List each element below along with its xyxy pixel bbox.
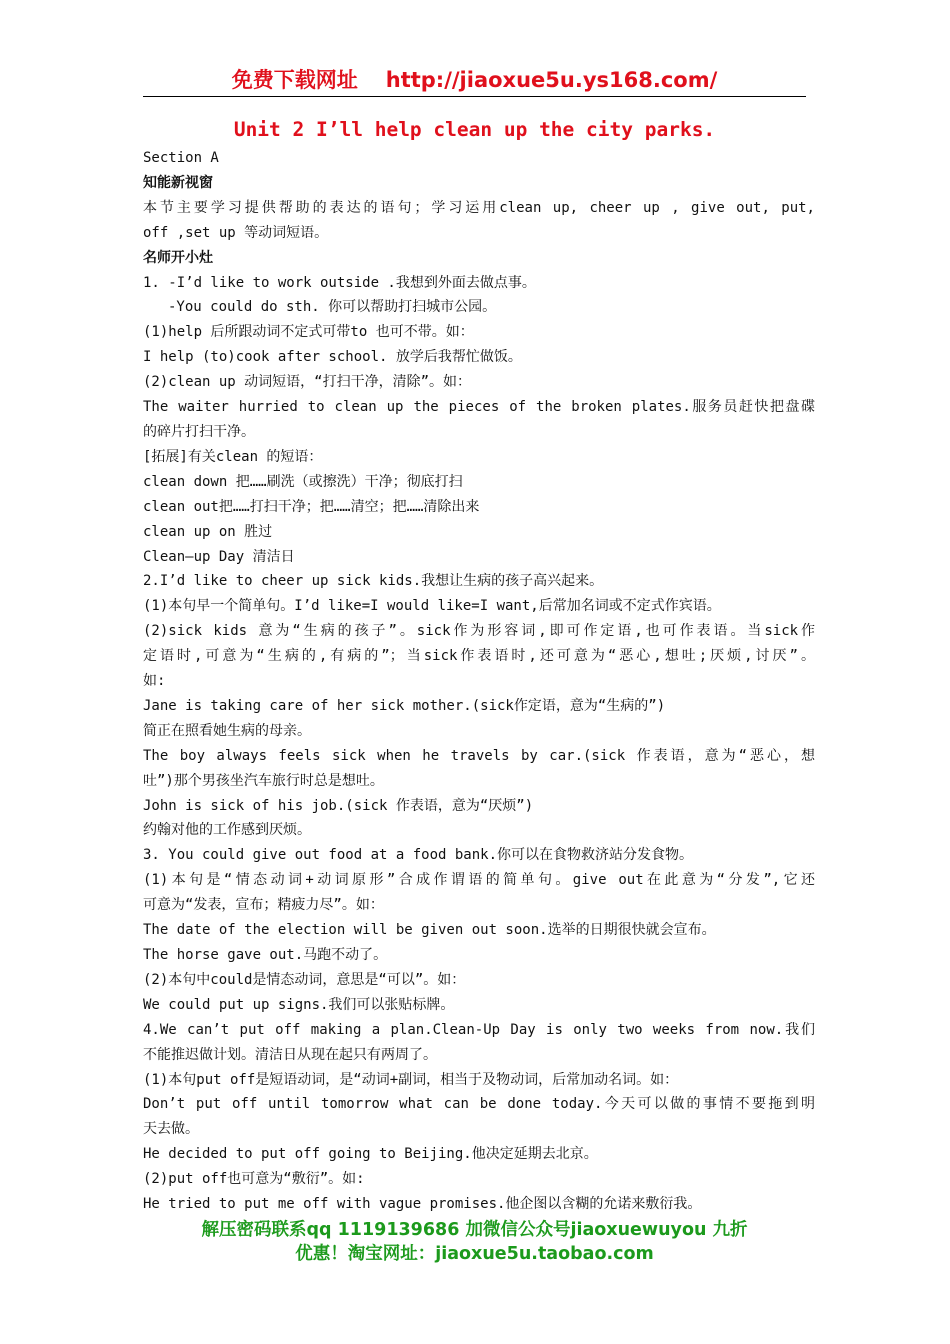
text-line: John is sick of his job.(sick 作表语，意为“厌烦”) xyxy=(143,797,534,814)
text-line: clean down 把……刷洗（或擦洗）干净；彻底打扫 xyxy=(143,473,463,490)
text-line: 可意为“发表，宣布；精疲力尽”。如： xyxy=(143,897,384,914)
site-header xyxy=(143,66,806,97)
text-line: clean out把……打扫干净；把……清空；把……清除出来 xyxy=(143,498,480,515)
text-line: (1)本句是“情态动词+动词原形”合成作谓语的简单句。give out在此意为“分发”,它还 xyxy=(143,872,815,889)
text-line: 吐”)那个男孩坐汽车旅行时总是想吐。 xyxy=(143,772,384,789)
header-label: 免费下载网址 xyxy=(231,68,358,92)
text-line: Jane is taking care of her sick mother.(sick作定语，意为“生病的”) xyxy=(143,697,666,714)
footer-line-contact: 解压密码联系qq 1119139686 加微信公众号jiaoxuewuyou 九折 xyxy=(201,1220,748,1240)
text-line: 3. You could give out food at a food bank.你可以在食物救济站分发食物。 xyxy=(143,847,694,864)
text-line: Don’t put off until tomorrow what can be done today.今天可以做的事情不要拖到明 xyxy=(143,1096,815,1113)
text-line: 不能推迟做计划。清洁日从现在起只有两周了。 xyxy=(143,1046,437,1063)
text-line: 4.We can’t put off making a plan.Clean-Up Day is only two weeks from now.我们 xyxy=(143,1021,815,1038)
text-line: The horse gave out.马跑不动了。 xyxy=(143,947,388,963)
text-line: (1)help 后所跟动词不定式可带to 也可不带。如： xyxy=(143,324,474,341)
text-line: (1)本句早一个简单句。I’d like=I would like=I want,后常加名词或不定式作宾语。 xyxy=(143,598,721,615)
text-line: The date of the election will be given out soon.选举的日期很快就会宣布。 xyxy=(143,922,716,939)
text-line: 定语时,可意为“生病的,有病的”；当sick作表语时,还可意为“恶心,想吐;厌烦,讨厌”。 xyxy=(143,648,815,665)
document-body xyxy=(143,146,815,1217)
text-line: (2)clean up 动词短语，“打扫干净，清除”。如： xyxy=(143,374,472,391)
page-title: Unit 2 I’ll help clean up the city parks. xyxy=(233,118,716,141)
text-line: [拓展]有关clean 的短语： xyxy=(143,448,323,465)
site-footer xyxy=(143,1218,806,1266)
section-heading: 知能新视窗 xyxy=(143,174,213,191)
text-line: 本节主要学习提供帮助的表达的语句；学习运用clean up, cheer up , give out, put, xyxy=(143,199,815,216)
text-line: I help (to)cook after school. 放学后我帮忙做饭。 xyxy=(143,349,522,366)
text-line: The boy always feels sick when he travels by car.(sick 作表语，意为“恶心，想 xyxy=(143,747,815,764)
text-line: 1. -I’d like to work outside .我想到外面去做点事。 xyxy=(143,274,536,291)
text-line: Clean—up Day 清洁日 xyxy=(143,548,295,565)
text-line: He tried to put me off with vague promises.他企图以含糊的允诺来敷衍我。 xyxy=(143,1196,702,1213)
footer-line-shop[interactable]: 优惠！淘宝网址：jiaoxue5u.taobao.com xyxy=(295,1244,654,1264)
text-line: off ,set up 等动词短语。 xyxy=(143,224,329,241)
text-line: 天去做。 xyxy=(143,1121,199,1138)
text-line: (2)put off也可意为“敷衍”。如: xyxy=(143,1171,365,1188)
text-line: He decided to put off going to Beijing.他决定延期去北京。 xyxy=(143,1146,598,1163)
text-line: We could put up signs.我们可以张贴标牌。 xyxy=(143,996,455,1013)
text-line: The waiter hurried to clean up the pieces of the broken plates.服务员赶快把盘碟 xyxy=(143,399,815,416)
header-url-link[interactable]: http://jiaoxue5u.ys168.com/ xyxy=(385,68,718,92)
text-line: 简正在照看她生病的母亲。 xyxy=(143,722,311,739)
section-heading: 名师开小灶 xyxy=(143,249,213,266)
text-line: -You could do sth. 你可以帮助打扫城市公园。 xyxy=(168,299,497,316)
text-line: 2.I’d like to cheer up sick kids.我想让生病的孩子高兴起来。 xyxy=(143,573,604,590)
text-line: 的碎片打扫干净。 xyxy=(143,423,255,440)
text-line: (2)本句中could是情态动词，意思是“可以”。如： xyxy=(143,971,466,988)
text-line: 如: xyxy=(143,673,166,690)
text-line: clean up on 胜过 xyxy=(143,523,273,540)
text-line: (2)sick kids 意为“生病的孩子”。sick作为形容词,即可作定语,也可作表语。当sick作 xyxy=(143,623,815,640)
text-line: Section A xyxy=(143,150,219,166)
text-line: (1)本句put off是短语动词，是“动词+副词，相当于及物动词，后常加动名词。如： xyxy=(143,1071,679,1088)
text-line: 约翰对他的工作感到厌烦。 xyxy=(143,822,311,839)
